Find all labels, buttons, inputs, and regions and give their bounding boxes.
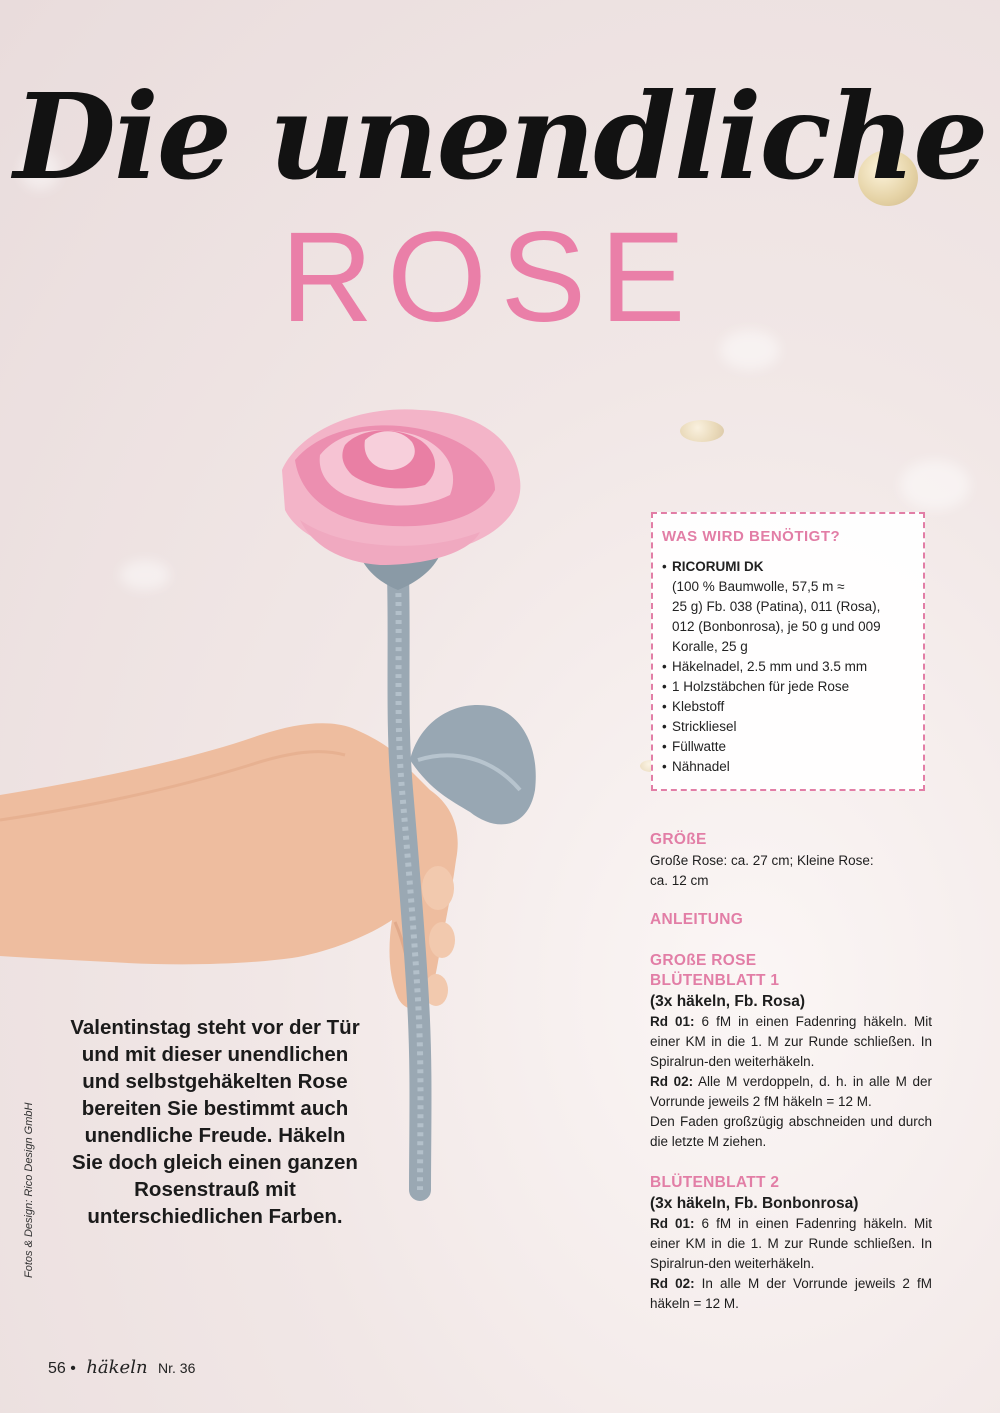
- size-section: [650, 830, 932, 891]
- petal2-subtitle: (3x häkeln, Fb. Bonbonrosa): [650, 1195, 859, 1212]
- round-text: In alle M der Vorrunde jeweils 2 fM häkeln = 12 M.: [650, 1276, 932, 1311]
- list-item: • Häkelnadel, 2.5 mm und 3.5 mm: [662, 657, 913, 677]
- yarn-name: RICORUMI DK: [672, 559, 764, 574]
- list-item: • 1 Holzstäbchen für jede Rose: [662, 677, 913, 697]
- petal1-round1: [650, 1012, 932, 1072]
- list-item: • Füllwatte: [662, 737, 913, 757]
- round-label: Rd 02:: [650, 1074, 694, 1089]
- materials-heading: WAS WIRD BENÖTIGT?: [662, 528, 841, 545]
- issue-number: Nr. 36: [158, 1360, 196, 1376]
- round-text: 6 fM in einen Fadenring häkeln. Mit einer KM in die 1. M zur Runde schließen. In Spiralrun-den weiterhäkeln.: [650, 1014, 932, 1069]
- footer-bullet: •: [70, 1360, 76, 1377]
- list-item: • Strickliesel: [662, 717, 913, 737]
- materials-list: [662, 557, 913, 777]
- list-item: • Nähnadel: [662, 757, 913, 777]
- magazine-name: häkeln: [86, 1357, 148, 1378]
- page-title-accent: ROSE: [280, 206, 700, 349]
- hand-illustration: [0, 723, 458, 1009]
- round-text: Alle M verdoppeln, d. h. in alle M der Vorrunde jeweils 2 fM häkeln = 12 M.: [650, 1074, 932, 1109]
- yarn-detail: (100 % Baumwolle, 57,5 m ≈: [672, 579, 845, 594]
- round-label: Rd 02:: [650, 1276, 695, 1291]
- petal1-title: BLÜTENBLATT 1: [650, 972, 780, 989]
- list-item: [662, 557, 913, 657]
- page-footer: [48, 1357, 195, 1378]
- materials-box: [651, 512, 925, 791]
- size-line: ca. 12 cm: [650, 873, 709, 888]
- decorative-confetti: [680, 420, 724, 442]
- page-title-script: Die unendliche: [13, 67, 987, 206]
- petal1-extra: Den Faden großzügig abschneiden und durch die letzte M ziehen.: [650, 1114, 932, 1149]
- section-title: GROßE ROSE: [650, 952, 757, 969]
- background-bokeh: [900, 460, 970, 510]
- size-line: Große Rose: ca. 27 cm; Kleine Rose:: [650, 853, 874, 868]
- round-label: Rd 01:: [650, 1216, 695, 1231]
- round-text: 6 fM in einen Fadenring häkeln. Mit einer KM in die 1. M zur Runde schließen. In Spiralrun-den weiterhäkeln.: [650, 1216, 932, 1271]
- photo-credit: Fotos & Design: Rico Design GmbH: [23, 1102, 35, 1278]
- petal2-title: BLÜTENBLATT 2: [650, 1174, 780, 1191]
- round-label: Rd 01:: [650, 1014, 695, 1029]
- petal2-round2: [650, 1274, 932, 1314]
- intro-text: Valentinstag steht vor der Tür und mit dieser unendlichen und selbstgehäkelten Rose bereiten Sie bestimmt auch unendliche Freude. Häkeln Sie doch gleich einen ganzen Rosenstrauß mit unterschiedlichen Farben.: [70, 1016, 360, 1228]
- yarn-detail: 25 g) Fb. 038 (Patina), 011 (Rosa),: [672, 599, 881, 614]
- list-item: • Klebstoff: [662, 697, 913, 717]
- petal1-subtitle: (3x häkeln, Fb. Rosa): [650, 993, 806, 1010]
- page-number: 56: [48, 1360, 66, 1377]
- petal1-round2: [650, 1072, 932, 1112]
- instructions-heading: ANLEITUNG: [650, 911, 744, 928]
- size-heading: GRÖßE: [650, 831, 707, 848]
- rose-bloom: [282, 409, 520, 565]
- instructions-section: [650, 910, 932, 1314]
- petal2-round1: [650, 1214, 932, 1274]
- yarn-detail: Koralle, 25 g: [672, 639, 748, 654]
- yarn-detail: 012 (Bonbonrosa), je 50 g und 009: [672, 619, 881, 634]
